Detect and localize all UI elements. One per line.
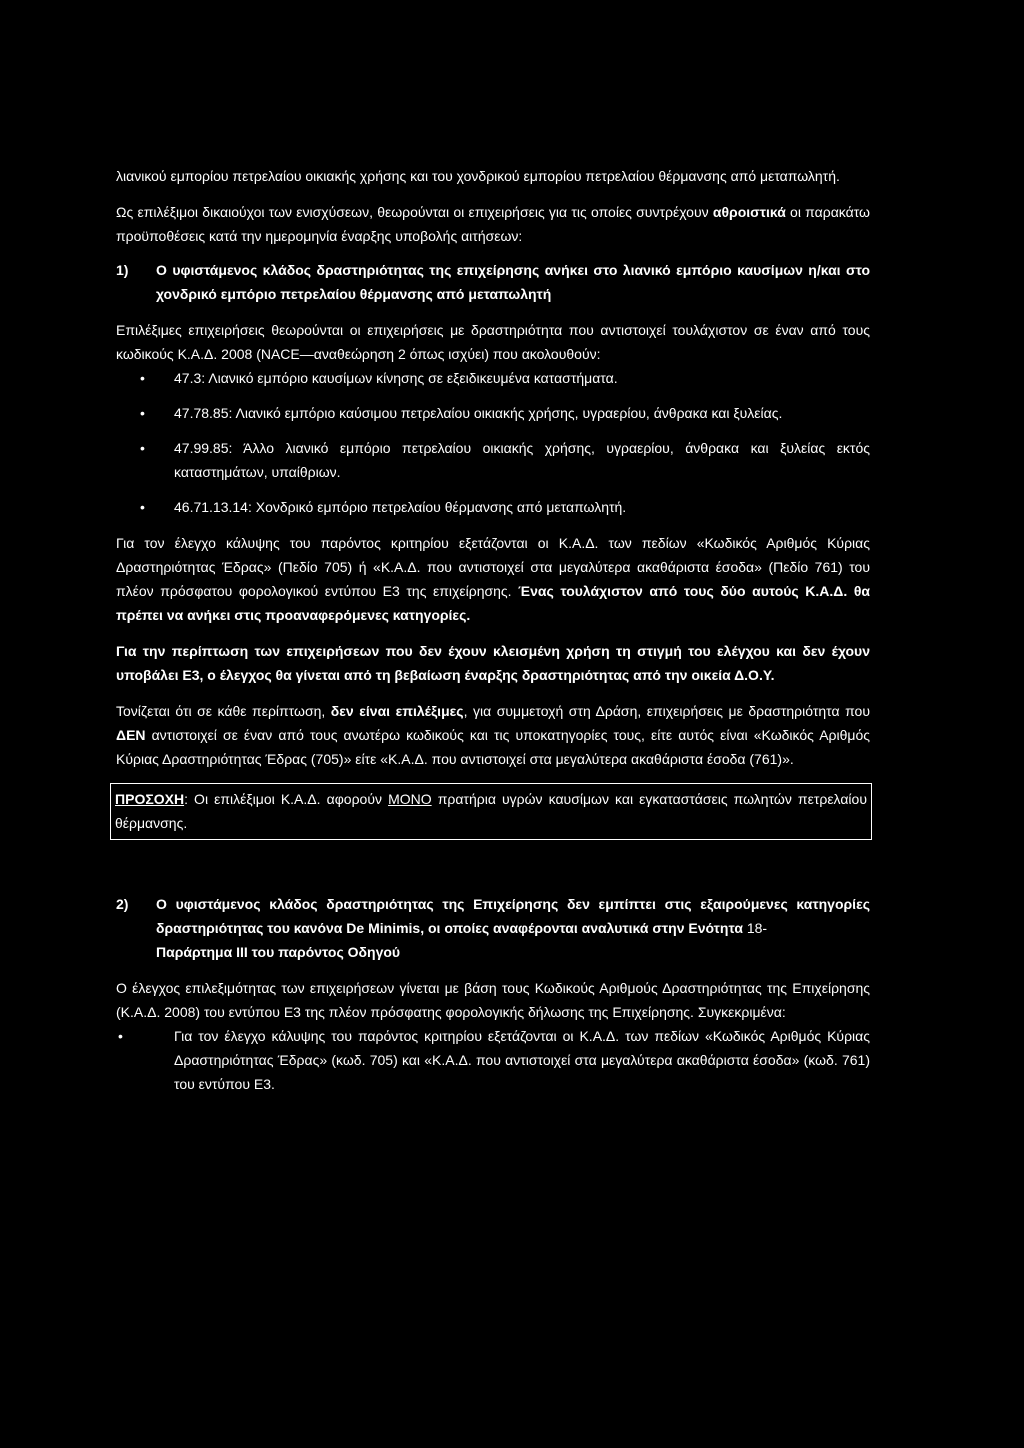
notice-text-b: πρατήρια υγρών καυσίμων και εγκαταστάσεις πωλητών πετρελαίου θέρμανσης. — [115, 791, 867, 831]
emphasis-text-e: αντιστοιχεί σε έναν από τους ανωτέρω κωδικούς και τις υποκατηγορίες τους, είτε αυτός είναι «Κωδικός Αριθμός Κύριας Δραστηριότητας Έδρας (705)» είτε «Κ.Α.Δ. που αντιστοιχεί στα μεγαλύτερα ακαθάριστα έσοδα (761)». — [116, 727, 870, 767]
intro-paragraph: λιανικού εμπορίου πετρελαίου οικιακής χρήσης και του χονδρικού εμπορίου πετρελαίου θέρμανσης από μεταπωλητή. — [116, 168, 840, 184]
criterion-1-number: 1) — [116, 262, 129, 278]
criterion-2-section: 18- — [742, 920, 768, 936]
criterion-2-title — [156, 892, 870, 964]
eligibility-text-bold: αθροιστικά — [712, 204, 786, 220]
kad-codes-list — [116, 366, 870, 519]
notice-paragraph — [115, 787, 867, 835]
kad-code-item: • 47.3: Λιανικό εμπόριο καυσίμων κίνησης σε εξειδικευμένα καταστήματα. — [116, 366, 870, 390]
no-e3-paragraph — [116, 639, 870, 687]
eligibility-text-start: Ως επιλέξιμοι δικαιούχοι των ενισχύσεων, θεωρούνται οι επιχειρήσεις για τις οποίες συντρέχουν — [116, 204, 713, 220]
emphasis-paragraph — [116, 699, 870, 771]
notice-box — [110, 783, 872, 840]
check-paragraph — [116, 531, 870, 627]
document-page — [116, 164, 870, 1096]
check-text: Για τον έλεγχο κάλυψης του παρόντος κριτηρίου εξετάζονται οι Κ.Α.Δ. των πεδίων «Κωδικός Αριθμός Κύριας Δραστηριότητας Έδρας» (Πεδίο 705) ή «Κ.Α.Δ. που αντιστοιχεί στα μεγαλύτερα ακαθάριστα έσοδα» (Πεδίο 761) του πλέον πρόσφατου φορολογικού εντύπου Ε3 της επιχείρησης. — [116, 535, 870, 599]
criterion-1-heading — [116, 258, 870, 306]
emphasis-text-not: ΔΕΝ — [116, 727, 146, 743]
criterion-1-title: Ο υφιστάμενος κλάδος δραστηριότητας της επιχείρησης ανήκει στο λιανικό εμπόριο καυσίμων η/και στο χονδρικό εμπόριο πετρελαίου θέρμανσης από μεταπωλητή — [156, 262, 870, 302]
check2-paragraph: Ο έλεγχος επιλεξιμότητας των επιχειρήσεων γίνεται με βάση τους Κωδικούς Αριθμούς Δραστηριότητας της Επιχείρησης (Κ.Α.Δ. 2008) του εντύπου Ε3 της πλέον πρόσφατης φορολογικής δήλωσης της Επιχείρησης. Συγκεκριμένα: — [116, 980, 870, 1020]
kad-code-item: • 47.99.85: Άλλο λιανικό εμπόριο πετρελαίου οικιακής χρήσης, υγραερίου, άνθρακα και ξυλείας εκτός καταστημάτων, υπαίθριων. — [116, 436, 870, 484]
emphasis-text-a: Τονίζεται ότι σε κάθε περίπτωση, — [116, 703, 331, 719]
codes-intro-paragraph: Επιλέξιμες επιχειρήσεις θεωρούνται οι επιχειρήσεις με δραστηριότητα που αντιστοιχεί τουλάχιστον σε έναν από τους κωδικούς Κ.Α.Δ. 2008 (NACE—αναθεώρηση 2 όπως ισχύει) που ακολουθούν: — [116, 322, 870, 362]
emphasis-text-not-eligible: δεν είναι επιλέξιμες — [330, 703, 464, 719]
criterion-2-title-b: Παράρτημα ΙΙΙ του παρόντος Οδηγού — [156, 944, 401, 960]
criterion-2-list — [116, 1024, 870, 1096]
no-e3-text: Για την περίπτωση των επιχειρήσεων που δεν έχουν κλεισμένη χρήση τη στιγμή του ελέγχου και δεν έχουν υποβάλει Ε3, ο έλεγχος θα γίνεται από τη βεβαίωση έναρξης δραστηριότητας από την οικεία Δ.Ο.Υ. — [116, 643, 870, 683]
notice-text-a: : Οι επιλέξιμοι Κ.Α.Δ. αφορούν — [184, 791, 389, 807]
criterion-2-number: 2) — [116, 896, 129, 912]
notice-label: ΠΡΟΣΟΧΗ — [115, 791, 185, 807]
criterion-2-item: • Για τον έλεγχο κάλυψης του παρόντος κριτηρίου εξετάζονται οι Κ.Α.Δ. των πεδίων «Κωδικός Αριθμός Κύριας Δραστηριότητας Έδρας» (κωδ. 705) και «Κ.Α.Δ. που αντιστοιχεί στα μεγαλύτερα ακαθάριστα έσοδα» (κωδ. 761) του εντύπου Ε3. — [116, 1024, 870, 1096]
emphasis-text-c: , για συμμετοχή στη Δράση, επιχειρήσεις με δραστηριότητα που — [463, 703, 870, 719]
kad-code-item: • 47.78.85: Λιανικό εμπόριο καύσιμου πετρελαίου οικιακής χρήσης, υγραερίου, άνθρακα και ξυλείας. — [116, 401, 870, 425]
notice-mono: ΜΟΝΟ — [388, 791, 432, 807]
kad-code-item: • 46.71.13.14: Χονδρικό εμπόριο πετρελαίου θέρμανσης από μεταπωλητή. — [116, 495, 870, 519]
criterion-2-title-a: Ο υφιστάμενος κλάδος δραστηριότητας της Επιχείρησης δεν εμπίπτει στις εξαιρούμενες κατηγορίες δραστηριότητας του κανόνα De Minimis, οι οποίες αναφέρονται αναλυτικά στην Ενότητα — [156, 896, 870, 936]
criterion-2-heading — [116, 892, 870, 964]
eligibility-text-end: οι παρακάτω προϋποθέσεις κατά την ημερομηνία έναρξης υποβολής αιτήσεων: — [116, 204, 870, 244]
eligibility-paragraph — [116, 200, 870, 248]
check-text-bold: Ένας τουλάχιστον από τους δύο αυτούς Κ.Α.Δ. θα πρέπει να ανήκει στις προαναφερόμενες κατηγορίες. — [116, 583, 870, 623]
